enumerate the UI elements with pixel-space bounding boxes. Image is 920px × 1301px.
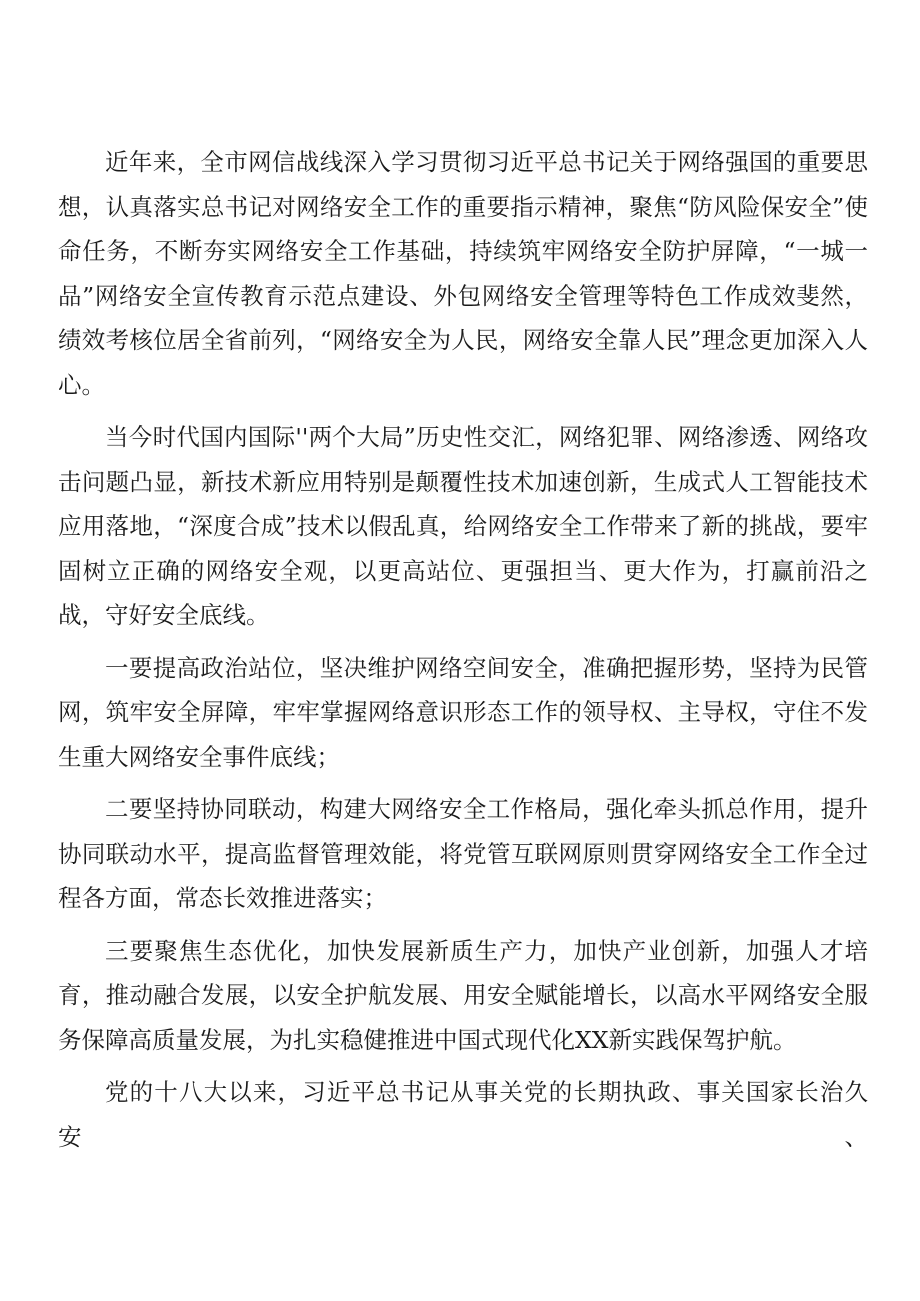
paragraph-3: 一要提高政治站位，坚决维护网络空间安全，准确把握形势，坚持为民管网，筑牢安全屏障，牢牢掌握网络意识形态工作的领导权、主导权，守住不发生重大网络安全事件底线； <box>58 653 868 771</box>
paragraph-4: 二要坚持协同联动，构建大网络安全工作格局，强化牵头抓总作用，提升协同联动水平，提高监督管理效能，将党管互联网原则贯穿网络安全工作全过程各方面，常态长效推进落实； <box>58 795 868 912</box>
paragraph-1: 近年来，全市网信战线深入学习贯彻习近平总书记关于网络强国的重要思想，认真落实总书记对网络安全工作的重要指示精神，聚焦“防风险保安全”使命任务，不断夯实网络安全工作基础，持续筑牢网络安全防护屏障，“一城一品”网络安全宣传教育示范点建设、外包网络安全管理等特色工作成效斐然，绩效考核位居全省前列，“网络安全为人民，网络安全靠人民”理念更加深入人心。 <box>58 148 868 399</box>
paragraph-6: 党的十八大以来，习近平总书记从事关党的长期执政、事关国家长治久安、 <box>58 1078 868 1151</box>
paragraph-5: 三要聚焦生态优化，加快发展新质生产力，加快产业创新，加强人才培育，推动融合发展，以安全护航发展、用安全赋能增长，以高水平网络安全服务保障高质量发展，为扎实稳健推进中国式现代化XX新实践保驾护航。 <box>58 936 868 1054</box>
document-body <box>58 140 868 1167</box>
paragraph-2: 当今时代国内国际''两个大局”历史性交汇，网络犯罪、网络渗透、网络攻击问题凸显，新技术新应用特别是颠覆性技术加速创新，生成式人工智能技术应用落地，“深度合成”技术以假乱真，给网络安全工作带来了新的挑战，要牢固树立正确的网络安全观，以更高站位、更强担当、更大作为，打赢前沿之战，守好安全底线。 <box>58 423 868 629</box>
